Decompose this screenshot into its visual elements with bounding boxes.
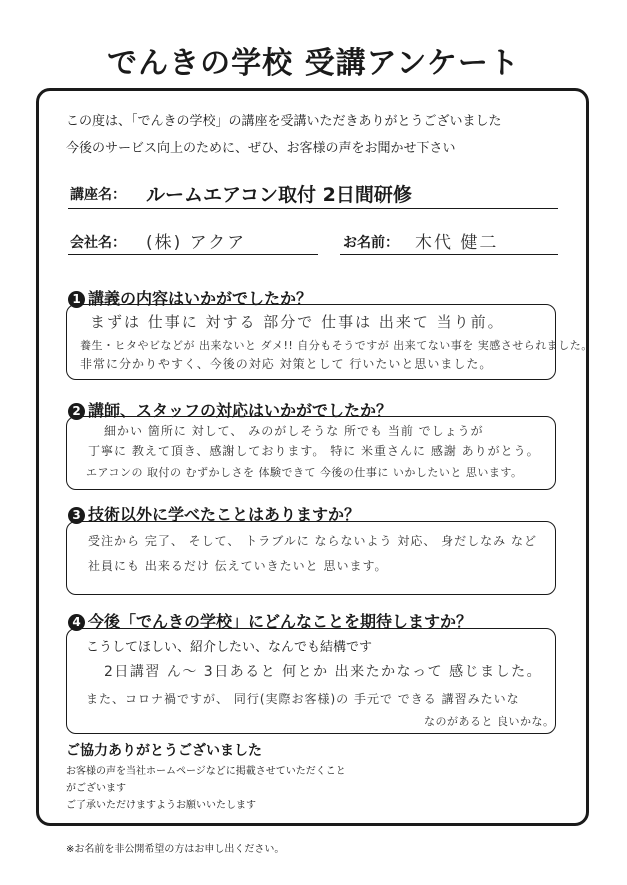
course-underline (68, 208, 558, 209)
answer-2-line-1: 細かい 箇所に 対して、 みのがしそうな 所でも 当前 でしょうが (104, 424, 484, 438)
survey-title: でんきの学校 受講アンケート (107, 46, 520, 81)
answer-2-line-3: エアコンの 取付の むずかしさを 体験できて 今後の仕事に いかしたいと 思います。 (86, 466, 523, 479)
answer-2-line-2: 丁寧に 教えて頂き、感謝しております。 特に 米重さんに 感謝 ありがとう。 (88, 444, 540, 458)
answer-4-line-1: 2日講習 ん～ 3日あると 何とか 出来たかなって 感じました。 (104, 664, 543, 680)
question-number-badge: 2 (68, 403, 85, 420)
question-number-badge: 4 (68, 614, 85, 631)
name-value: 木代 健二 (415, 233, 499, 253)
name-underline (340, 254, 558, 255)
closing-line-1: お客様の声を当社ホームページなどに掲載させていただくこと (66, 766, 346, 777)
company-value: (株) アクア (146, 233, 247, 253)
question-number-badge: 3 (68, 507, 85, 524)
answer-4-line-3: なのがあると 良いかな。 (424, 715, 555, 728)
company-underline (68, 254, 318, 255)
answer-3-line-1: 受注から 完了、 そして、 トラブルに ならないよう 対応、 身だしなみ など (88, 534, 537, 548)
course-value: ルームエアコン取付 2日間研修 (146, 184, 412, 206)
name-label: お名前： (343, 235, 399, 251)
course-label: 講座名： (70, 187, 126, 203)
answer-4-line-2: また、コロナ禍ですが、 同行(実際お客様)の 手元で できる 講習みたいな (86, 692, 520, 706)
privacy-footnote: ※お名前を非公開希望の方はお申し出ください。 (66, 844, 285, 855)
answer-1-line-2: 養生・ヒタやビなどが 出来ないと ダメ!! 自分もそうですが 出来てない事を 実感させられました。 (80, 339, 593, 352)
question-2-text: 講師、スタッフの対応はいかがでしたか？ (88, 401, 393, 420)
closing-line-2: がございます (66, 783, 126, 794)
question-4-text: 今後「でんきの学校」にどんなことを期待しますか？ (88, 612, 473, 631)
question-4-prompt: こうしてほしい、紹介したい、なんでも結構です (86, 640, 373, 655)
question-1-text: 講義の内容はいかがでしたか？ (88, 289, 313, 308)
answer-1-line-1: まずは 仕事に 対する 部分で 仕事は 出来て 当り前。 (90, 313, 505, 331)
question-3-text: 技術以外に学べたことはありますか？ (88, 505, 361, 524)
answer-1-line-3: 非常に分かりやすく、今後の対応 対策として 行いたいと思いました。 (80, 357, 493, 371)
question-number-badge: 1 (68, 291, 85, 308)
closing-line-3: ご了承いただけますようお願いいたします (66, 800, 256, 811)
closing-thanks: ご協力ありがとうございました (66, 743, 262, 759)
intro-line-2: 今後のサービス向上のために、ぜひ、お客様の声をお聞かせ下さい (66, 141, 456, 156)
intro-line-1: この度は、「でんきの学校」の講座を受講いただきありがとうございました (66, 114, 502, 129)
answer-3-line-2: 社員にも 出来るだけ 伝えていきたいと 思います。 (88, 559, 388, 573)
company-label: 会社名： (70, 235, 126, 251)
